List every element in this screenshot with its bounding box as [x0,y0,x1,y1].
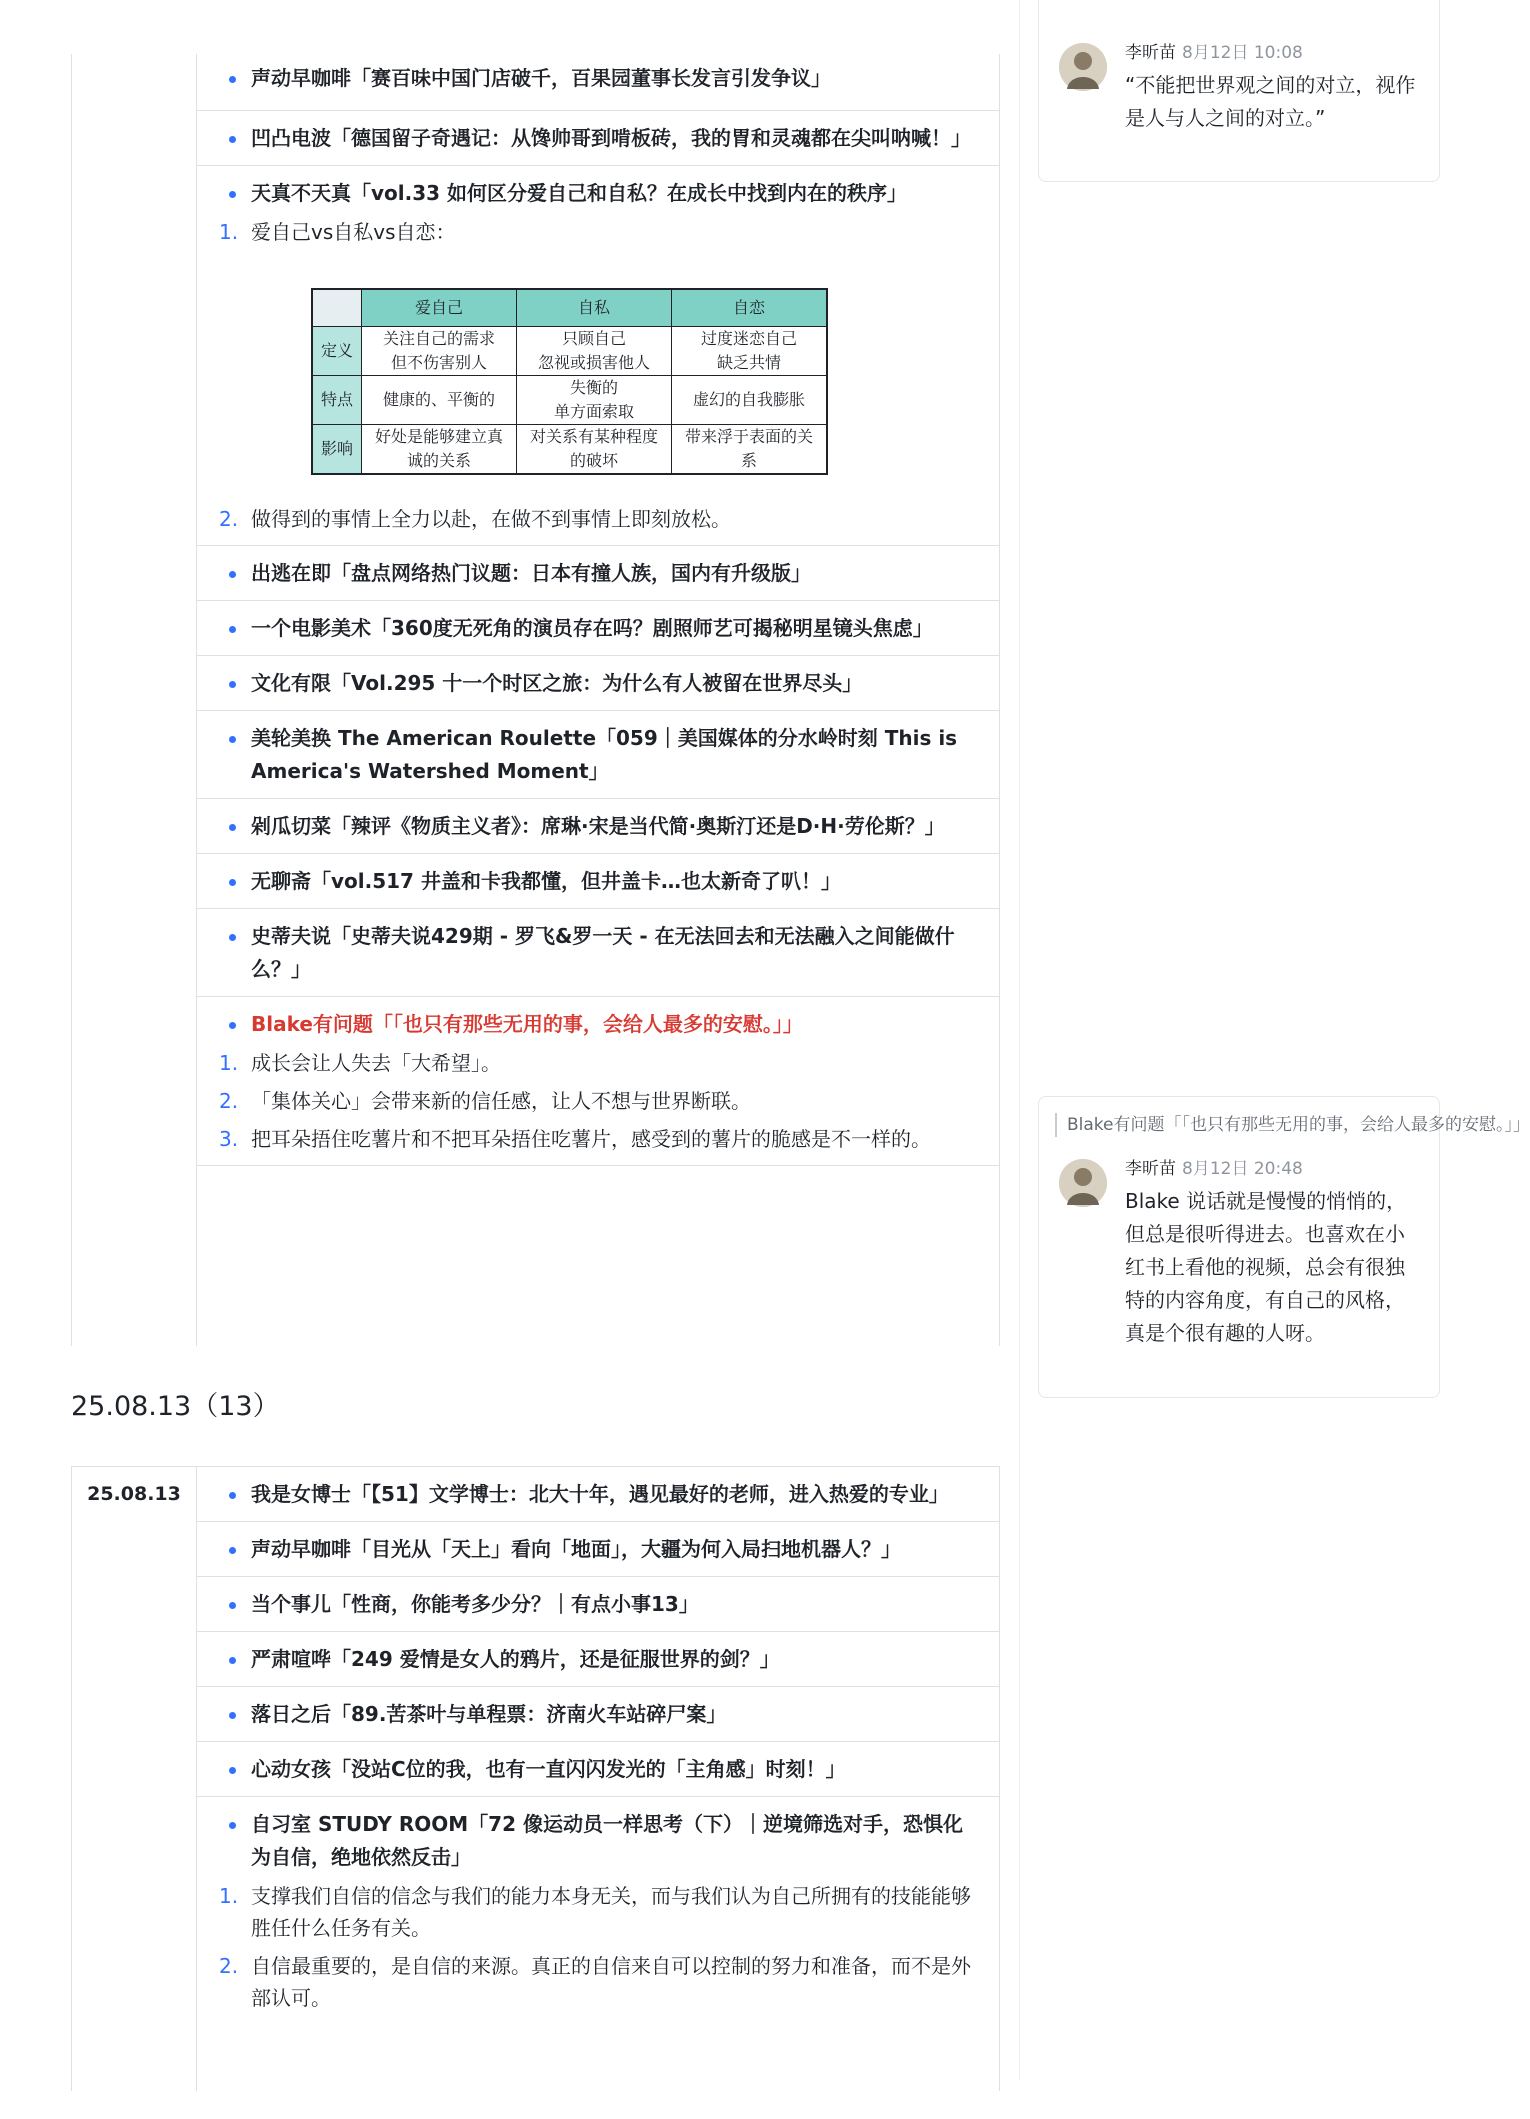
comment-author: 李昕苗 [1125,43,1176,63]
comment-text: “不能把世界观之间的对立，视作是人与人之间的对立。” [1125,73,1416,130]
episode-title[interactable]: 声动早咖啡「赛百味中国门店破千，百果园董事长发言引发争议」 [215,62,981,95]
table-corner [312,289,362,327]
table-row [197,799,999,854]
table-cell: 关注自己的需求 但不伤害别人 [362,327,517,376]
table-row [197,1467,999,1522]
list-number: 3. [219,1127,239,1151]
table-cell: 虚幻的自我膨胀 [672,376,828,425]
comment-card[interactable] [1038,0,1440,182]
comment-meta [1125,1157,1417,1181]
comment-text: Blake 说话就是慢慢的悄悄的，但总是很听得进去。也喜欢在小红书上看他的视频，总会有很独特的内容角度，有自己的风格，真是个很有趣的人呀。 [1125,1189,1407,1345]
table-row [197,166,999,546]
comparison-table-image [311,288,828,475]
table-row [197,1522,999,1577]
list-item [215,503,981,535]
list-item [215,1950,981,2014]
row-header: 定义 [312,327,362,376]
episode-title[interactable]: 无聊斋「vol.517 井盖和卡我都懂，但井盖卡…也太新奇了叭！」 [215,865,981,898]
episode-title[interactable]: 凹凸电波「德国留子奇遇记：从馋帅哥到啃板砖，我的胃和灵魂都在尖叫呐喊！」 [215,122,981,155]
episode-title[interactable]: 文化有限「Vol.295 十一个时区之旅：为什么有人被留在世界尽头」 [215,667,981,700]
note-text: 自信最重要的，是自信的来源。真正的自信来自可以控制的努力和准备，而不是外部认可。 [251,1954,971,2010]
list-item [215,1047,981,1079]
list-number: 1. [219,1051,239,1075]
avatar [1059,43,1107,91]
episode-title[interactable]: 我是女博士「【51】文学博士：北大十年，遇见最好的老师，进入热爱的专业」 [215,1478,981,1511]
table-row [197,1687,999,1742]
column-header: 爱自己 [362,289,517,327]
comment-divider [1019,0,1020,2080]
episode-title[interactable]: 声动早咖啡「目光从「天上」看向「地面」，大疆为何入局扫地机器人？」 [215,1533,981,1566]
note-text: 「集体关心」会带来新的信任感，让人不想与世界断联。 [251,1089,751,1113]
table-row [197,111,999,166]
note-text: 做得到的事情上全力以赴，在做不到事情上即刻放松。 [251,507,731,531]
episode-title[interactable]: 出逃在即「盘点网络热门议题：日本有撞人族，国内有升级版」 [215,557,981,590]
log-table-1 [71,54,1000,1346]
table-cell: 带来浮于表面的关 系 [672,425,828,475]
episode-title-highlighted[interactable]: Blake有问题「「也只有那些无用的事，会给人最多的安慰。」」 [215,1008,981,1041]
list-number: 2. [219,1089,239,1113]
comment-meta [1125,41,1417,65]
note-text: 成长会让人失去「大希望」。 [251,1051,501,1075]
episode-title[interactable]: 当个事儿「性商，你能考多少分？｜有点小事13」 [215,1588,981,1621]
table-row [197,1632,999,1687]
date-column [72,54,197,1346]
list-item [215,1880,981,1944]
table-cell: 过度迷恋自己 缺乏共情 [672,327,828,376]
episode-title[interactable]: 天真不天真「vol.33 如何区分爱自己和自私？在成长中找到内在的秩序」 [215,177,981,210]
comment-quote: Blake有问题「「也只有那些无用的事，会给人最多的安慰。」」 [1055,1113,1413,1137]
list-item [215,1123,981,1155]
episode-title[interactable]: 落日之后「89.苦茶叶与单程票：济南火车站碎尸案」 [215,1698,981,1731]
table-row [197,909,999,997]
comment-card[interactable] [1038,1096,1530,1398]
table-row [197,656,999,711]
episode-title[interactable]: 心动女孩「没站C位的我，也有一直闪闪发光的「主角感」时刻！」 [215,1753,981,1786]
list-item [215,216,981,248]
list-item [215,1085,981,1117]
table-row [197,711,999,799]
date-column [72,1467,197,2091]
list-number: 2. [219,1954,239,1978]
episode-title[interactable]: 自习室 STUDY ROOM「72 像运动员一样思考（下）｜逆境筛选对手，恐惧化为自信，绝地依然反击」 [215,1808,981,1874]
episode-title[interactable]: 美轮美换 The American Roulette「059｜美国媒体的分水岭时刻 This is America's Watershed Moment」 [215,722,981,788]
note-text: 支撑我们自信的信念与我们的能力本身无关，而与我们认为自己所拥有的技能能够胜任什么任务有关。 [251,1884,971,1940]
table-row [197,601,999,656]
table-row [197,54,999,111]
table-cell: 对关系有某种程度 的破坏 [517,425,672,475]
column-header: 自私 [517,289,672,327]
table-row [197,1742,999,1797]
list-number: 1. [219,220,239,244]
log-table-2 [71,1466,1000,2091]
episode-title[interactable]: 史蒂夫说「史蒂夫说429期 - 罗飞&罗一天 - 在无法回去和无法融入之间能做什么？」 [215,920,981,986]
episode-title[interactable]: 剁瓜切菜「辣评《物质主义者》：席琳·宋是当代简·奥斯汀还是D·H·劳伦斯？」 [215,810,981,843]
comment-time: 8月12日 20:48 [1182,1159,1303,1179]
section-heading: 25.08.13（13） [71,1391,280,1422]
table-row [197,1797,999,2024]
row-header: 特点 [312,376,362,425]
table-cell: 只顾自己 忽视或损害他人 [517,327,672,376]
comment-author: 李昕苗 [1125,1159,1176,1179]
table-row [197,854,999,909]
table-row [197,546,999,601]
row-header: 影响 [312,425,362,475]
table-cell: 好处是能够建立真 诚的关系 [362,425,517,475]
avatar [1059,1159,1107,1207]
column-header: 自恋 [672,289,828,327]
table-cell: 失衡的 单方面索取 [517,376,672,425]
episode-title[interactable]: 严肃喧哗「249 爱情是女人的鸦片，还是征服世界的剑？」 [215,1643,981,1676]
list-number: 1. [219,1884,239,1908]
note-text: 把耳朵捂住吃薯片和不把耳朵捂住吃薯片，感受到的薯片的脆感是不一样的。 [251,1127,931,1151]
date-cell: 25.08.13 [87,1483,181,1505]
episode-title[interactable]: 一个电影美术「360度无死角的演员存在吗？剧照师艺可揭秘明星镜头焦虑」 [215,612,981,645]
table-cell: 健康的、平衡的 [362,376,517,425]
table-row [197,997,999,1166]
note-text: 爱自己vs自私vs自恋： [251,220,456,244]
comment-time: 8月12日 10:08 [1182,43,1303,63]
table-row [197,1577,999,1632]
list-number: 2. [219,507,239,531]
